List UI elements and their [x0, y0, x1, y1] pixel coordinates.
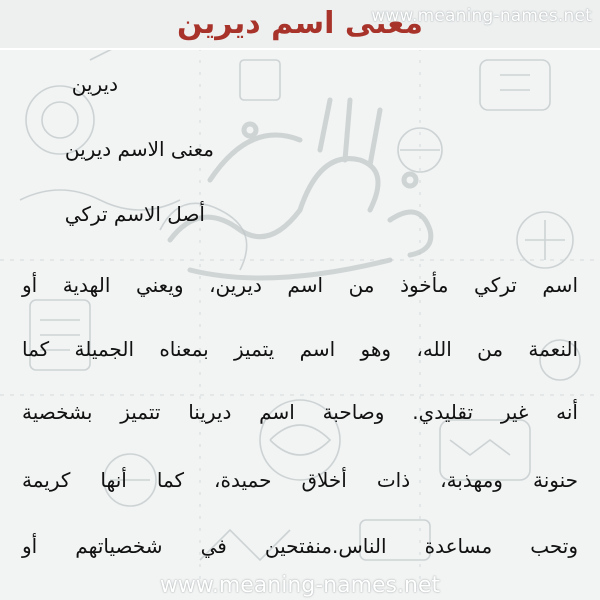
- page-title: معنى اسم ديرين: [177, 6, 423, 41]
- description-line: حنونة ومهذبة، ذات أخلاق حميدة، كما أنها كريمة: [22, 468, 578, 492]
- origin-line: أصل الاسم تركي: [64, 202, 205, 226]
- description-line: اسم تركي مأخوذ من اسم ديرين، ويعني الهدية أو: [22, 273, 578, 297]
- description-line: النعمة من الله، وهو اسم يتميز بمعناه الجميلة كما: [22, 337, 578, 361]
- meaning-line: معنى الاسم ديرين: [64, 137, 214, 161]
- site-watermark-bottom: www.meaning-names.net: [159, 573, 441, 598]
- description-line: وتحب مساعدة الناس.منفتحين في شخصياتهم أو: [22, 534, 578, 558]
- site-watermark-top: www.meaning-names.net: [371, 6, 592, 26]
- title-bar: [0, 0, 600, 50]
- description-line: أنه غير تقليدي. وصاحبة اسم ديرينا تتميز بشخصية: [22, 400, 578, 424]
- name-line: ديرين: [71, 72, 118, 96]
